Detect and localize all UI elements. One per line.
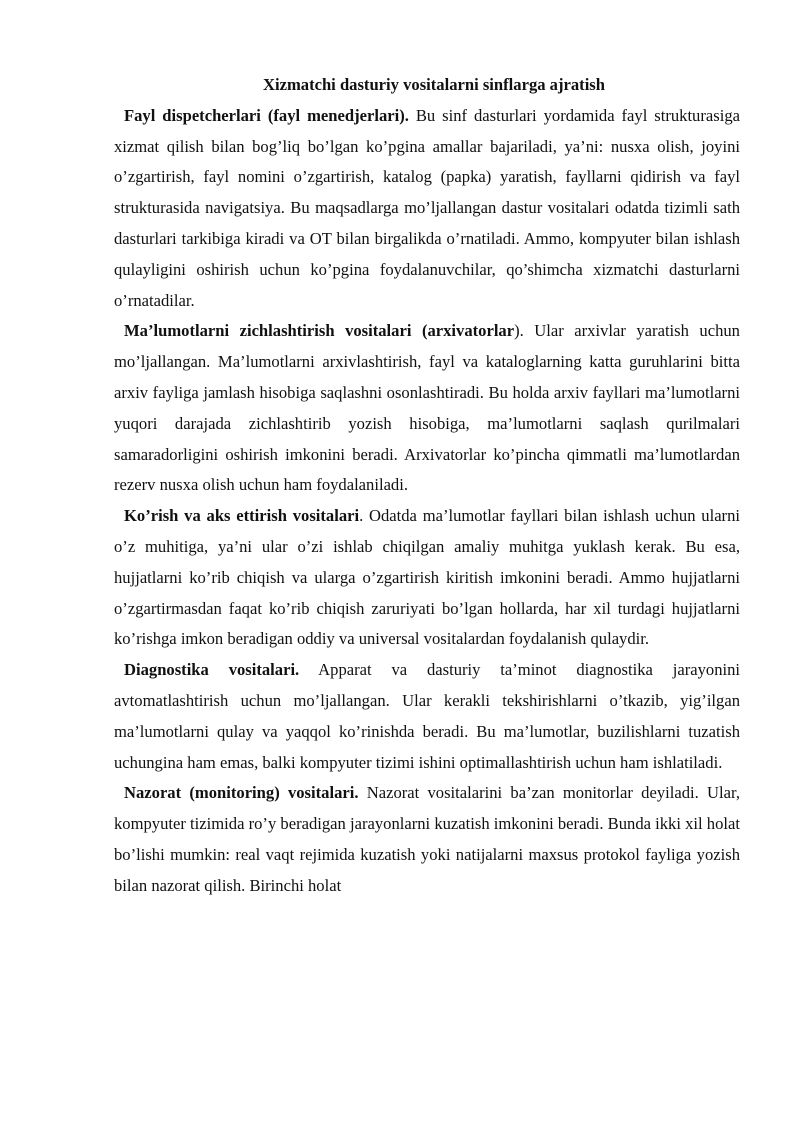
paragraph-text: . Odatda ma’lumotlar fayllari bilan ishlash uchun ularni o’z muhitiga, ya’ni ular o’zi ishlab chiqilgan amaliy muhitga yuklash kerak. Bu esa, hujjatlarni ko’rib chiqish va ularga o’zgartirish kiritish imkonini beradi. Ammo hujjatlarni o’zgartirmasdan faqat ko’rib chiqish zaruriyati bo’lgan hollarda, har xil turdagi hujjatlarni ko’rishga imkon beradigan oddiy va universal vositalardan foydalanish qulaydir. — [114, 506, 740, 649]
paragraph-viewers — [114, 501, 740, 655]
paragraph-archivers — [114, 316, 740, 501]
document-page — [114, 70, 740, 902]
paragraph-file-managers — [114, 101, 740, 317]
paragraph-monitoring — [114, 778, 740, 901]
paragraph-lead: Fayl dispetcherlari (fayl menedjerlari). — [124, 105, 409, 125]
paragraph-lead: Nazorat (monitoring) vositalari. — [124, 783, 359, 803]
document-title: Xizmatchi dasturiy vositalarni sinflarga ajratish — [262, 75, 605, 94]
paragraph-text: Bu sinf dasturlari yordamida fayl strukturasiga xizmat qilish bilan bog’liq bo’lgan ko’pgina amallar bajariladi, ya’ni: nusxa olish, joyini o’zgartirish, fayl nomini o’zgartirish, katalog (papka) yaratish, fayllarni qidirish va fayl strukturasida navigatsiya. Bu maqsadlarga mo’ljallangan dastur vositalari odatda tizimli sath dasturlari tarkibiga kiradi va OT bilan birgalikda o’rnatiladi. Ammo, kompyuter bilan ishlash qulayligini oshirish uchun ko’pgina foydalanuvchilar, qo’shimcha xizmatchi dasturlarni o’rnatadilar. — [114, 105, 740, 310]
paragraph-diagnostics — [114, 655, 740, 778]
paragraph-text: ). Ular arxivlar yaratish uchun mo’ljallangan. Ma’lumotlarni arxivlashtirish, fayl va kataloglarning katta guruhlarini bitta arxiv fayliga jamlash hisobiga saqlashni osonlashtiradi. Bu holda arxiv fayllari ma’lumotlarni yuqori darajada zichlashtirib yozish hisobiga, ma’lumotlarni saqlash qurilmalari samaradorligini oshirish imkonini beradi. Arxivatorlar ko’pincha qimmatli ma’lumotlardan rezerv nusxa olish uchun ham foydalaniladi. — [114, 321, 740, 495]
paragraph-text: Nazorat vositalarini ba’zan monitorlar deyiladi. Ular, kompyuter tizimida ro’y beradigan jarayonlarni kuzatish imkonini beradi. Bunda ikki xil holat bo’lishi mumkin: real vaqt rejimida kuzatish yoki natijalarni maxsus protokol fayliga yozish bilan nazorat qilish. Birinchi holat — [114, 783, 740, 895]
paragraph-text: Apparat va dasturiy ta’minot diagnostika jarayonini avtomatlashtirish uchun mo’ljallangan. Ular kerakli tekshirishlarni o’tkazib, yig’ilgan ma’lumotlarni qulay va yaqqol ko’rinishda beradi. Bu ma’lumotlar, buzilishlarni tuzatish uchungina ham emas, balki kompyuter tizimi ishini optimallashtirish uchun ham ishlatiladi. — [114, 660, 741, 772]
paragraph-lead: Ma’lumotlarni zichlashtirish vositalari (arxivatorlar — [124, 321, 515, 341]
paragraph-lead: Ko’rish va aks ettirish vositalari — [124, 506, 360, 526]
paragraph-lead: Diagnostika vositalari. — [124, 660, 300, 680]
